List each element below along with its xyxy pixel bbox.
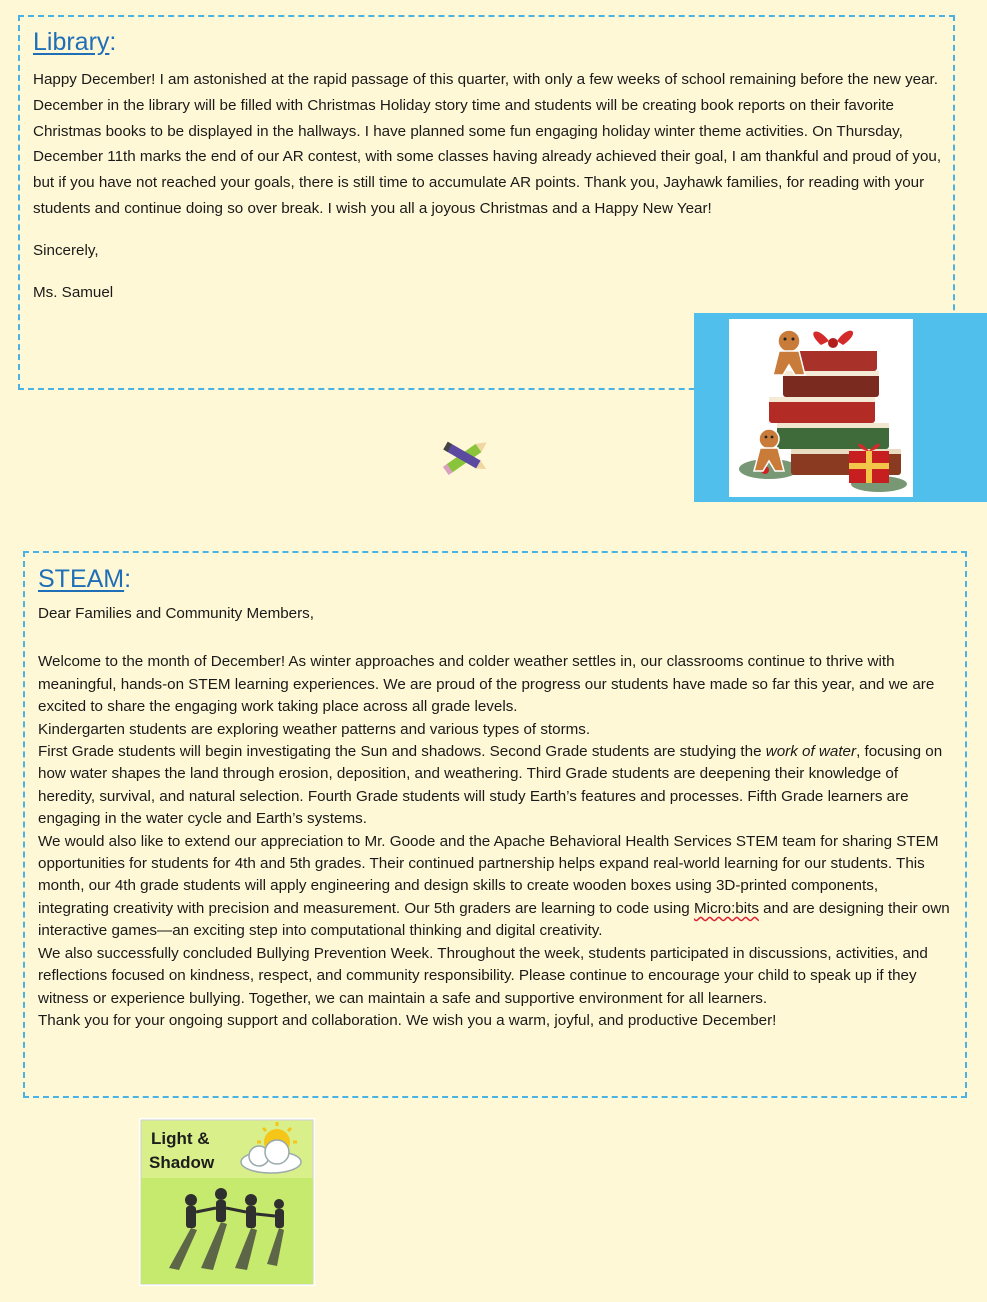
light-label: Light &: [151, 1129, 210, 1148]
gingerbread-books-illustration: [729, 319, 913, 497]
library-heading: [33, 27, 116, 57]
shadow-label: Shadow: [149, 1153, 215, 1172]
library-closing: Sincerely,: [33, 241, 99, 259]
library-paragraph: Happy December! I am astonished at the rapid passage of this quarter, with only a few weeks of school remaining before the new year. December in the library will be filled with Christmas Holiday story time and students will be creating book reports on their favorite Christmas books to be displayed in the hallways. I have planned some fun engaging holiday winter theme activities. On Thursday, December 11th marks the end of our AR contest, with some classes having already achieved their goal, I am thankful and proud of you, but if you have not reached your goals, there is still time to accumulate AR points. Thank you, Jayhawk families, for reading with your students and continue doing so over break. I wish you all a joyous Christmas and a Happy New Year!: [33, 71, 942, 217]
gingerbread-books-icon: [729, 319, 913, 497]
steam-heading: [38, 564, 131, 594]
steam-heading-text: STEAM: [38, 565, 125, 593]
steam-paragraph-kindergarten: Kindergarten students are exploring weather patterns and various types of storms.: [38, 720, 591, 738]
steam-paragraph-welcome: Welcome to the month of December! As winter approaches and colder weather settles in, our classrooms continue to thrive with meaningful, hands-on STEM learning experiences. We are proud of the progress our students have made so far this year, and we are excited to share the engaging work taking place across all grade levels.: [38, 653, 935, 716]
steam-greeting: Dear Families and Community Members,: [38, 605, 314, 622]
appreciation-text-end: and are designing their own interactive games—an exciting step into computational thinking and digital creativity.: [38, 899, 950, 940]
appreciation-text-start: We would also like to extend our appreciation to Mr. Goode and the Apache Behavioral Health Services STEM team for sharing STEM opportunities for students for 4th and 5th grades. Their continued partnership helps expand real-world learning for our students. This month, our 4th grade students will apply engineering and design skills to create wooden boxes using 3D-printed components, integrating creativity with precision and measurement. Our 5th graders are learning to code using: [38, 832, 939, 917]
steam-paragraph-appreciation: [38, 831, 953, 943]
library-heading-text: Library: [33, 28, 110, 56]
steam-section: [23, 551, 967, 1098]
crossed-pencils-icon: [436, 432, 496, 484]
steam-paragraph-bullying: We also successfully concluded Bullying Prevention Week. Throughout the week, students participated in discussions, activities, and reflections focused on kindness, respect, and community responsibility. Please continue to encourage your child to speak up if they witness or experience bullying. Together, we can maintain a safe and supportive environment for all learners.: [38, 944, 928, 1007]
library-body: [33, 67, 943, 305]
books-image-panel: [694, 313, 987, 502]
steam-paragraph-thanks: Thank you for your ongoing support and collaboration. We wish you a warm, joyful, and productive December!: [38, 1011, 777, 1029]
steam-paragraph-grades: [38, 741, 953, 831]
library-signature: Ms. Samuel: [33, 283, 114, 301]
grades-text-start: First Grade students will begin investigating the Sun and shadows. Second Grade students are studying the: [38, 743, 766, 761]
grades-text-end: , focusing on how water shapes the land through erosion, deposition, and weathering. Third Grade students are deepening their knowledge of heredity, survival, and natural selection. Fourth Grade students will study Earth’s features and processes. Fifth Grade learners are engaging in the water cycle and Earth’s systems.: [38, 743, 943, 828]
microbits-spellcheck-word: Micro:bits: [693, 899, 759, 917]
steam-body: [38, 603, 953, 1032]
library-heading-colon: :: [109, 28, 117, 56]
light-and-shadow-illustration: [139, 1118, 315, 1286]
steam-heading-colon: :: [124, 565, 132, 593]
work-of-water-emphasis: work of water: [765, 743, 857, 761]
